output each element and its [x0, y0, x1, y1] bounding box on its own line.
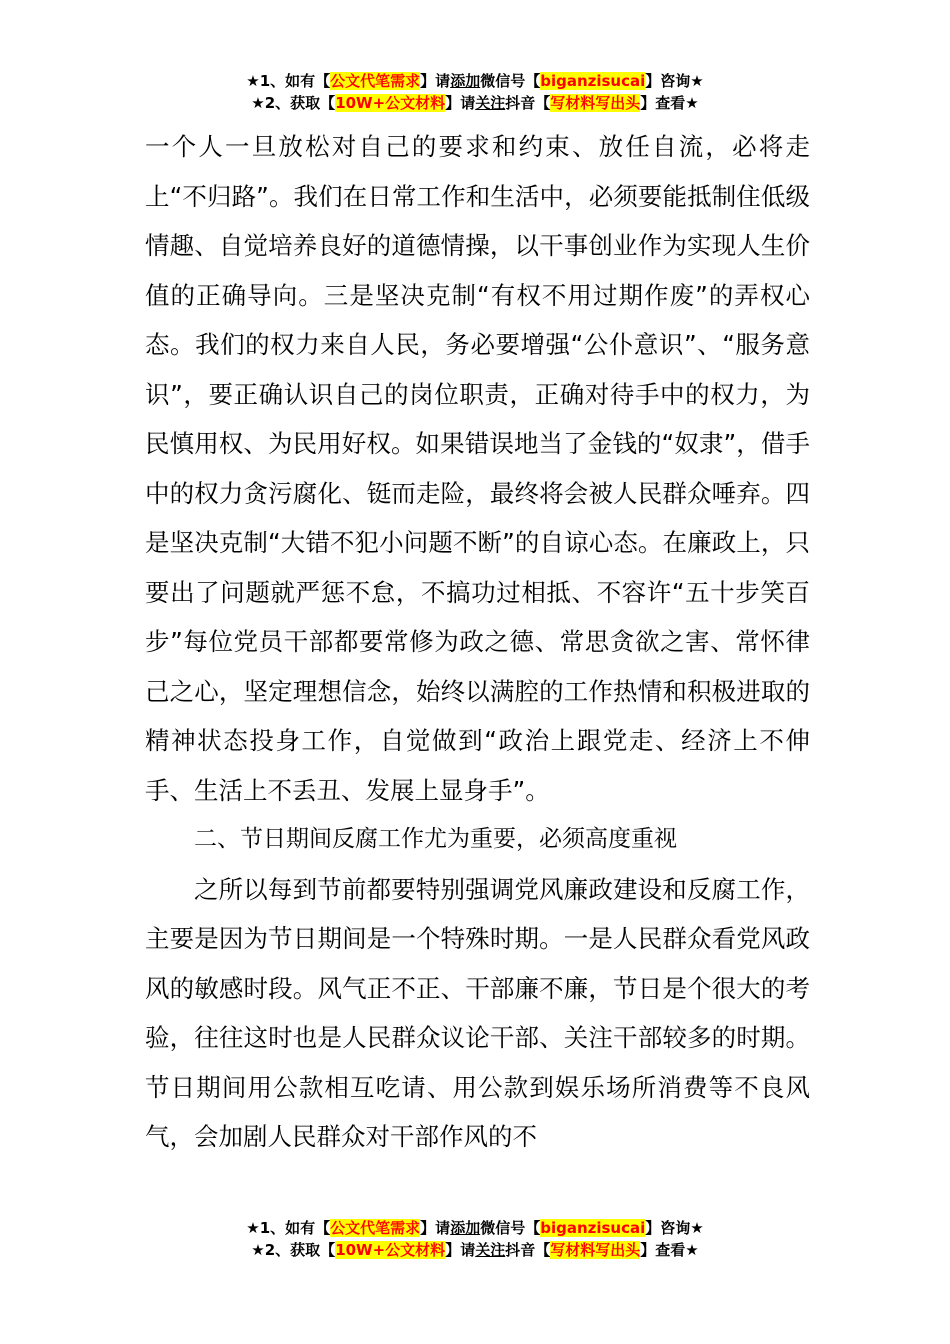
- banner-text: 】请: [420, 1219, 451, 1237]
- footer-banner: [0, 1217, 950, 1261]
- header-banner: [0, 70, 950, 114]
- banner-text: 】咨询★: [645, 72, 704, 90]
- banner-text: ★2、获取【: [251, 94, 336, 112]
- banner-line-2: [0, 92, 950, 114]
- banner-emphasis: 关注: [475, 94, 506, 112]
- banner-text: 】请: [445, 94, 476, 112]
- banner-text: 微信号【: [480, 72, 541, 90]
- banner-text: 抖音【: [505, 94, 551, 112]
- banner-emphasis: 添加: [450, 1219, 481, 1237]
- banner-text: 】查看★: [640, 94, 699, 112]
- banner-text: 】查看★: [640, 1241, 699, 1259]
- banner-line-1: [0, 1217, 950, 1239]
- banner-text: 】请: [445, 1241, 476, 1259]
- banner-highlight: 写材料写出头: [550, 94, 641, 112]
- banner-text: 微信号【: [480, 1219, 541, 1237]
- banner-highlight: 写材料写出头: [550, 1241, 641, 1259]
- banner-highlight: 10W+公文材料: [335, 1241, 446, 1259]
- banner-text: ★1、如有【: [246, 72, 331, 90]
- banner-text: ★1、如有【: [246, 1219, 331, 1237]
- banner-highlight: 公文代笔需求: [330, 1219, 421, 1237]
- body-paragraph: 之所以每到节前都要特别强调党风廉政建设和反腐工作，主要是因为节日期间是一个特殊时期。一是人民群众看党风政风的敏感时段。风气正不正、干部廉不廉，节日是个很大的考验，往往这时也是人民群众议论干部、关注干部较多的时期。节日期间用公款相互吃请、用公款到娱乐场所消费等不良风气，会加剧人民群众对干部作风的不: [145, 874, 810, 1151]
- banner-emphasis: 关注: [475, 1241, 506, 1259]
- banner-line-1: [0, 70, 950, 92]
- document-body: [145, 122, 810, 1162]
- banner-text: 】咨询★: [645, 1219, 704, 1237]
- banner-text: ★2、获取【: [251, 1241, 336, 1259]
- banner-emphasis: 添加: [450, 72, 481, 90]
- banner-highlight: 10W+公文材料: [335, 94, 446, 112]
- section-heading: 二、节日期间反腐工作尤为重要，必须高度重视: [194, 826, 677, 852]
- body-paragraph: 一个人一旦放松对自己的要求和约束、放任自流，必将走上“不归路”。我们在日常工作和生活中，必须要能抵制住低级情趣、自觉培养良好的道德情操，以干事创业作为实现人生价值的正确导向。三是坚决克制“有权不用过期作废”的弄权心态。我们的权力来自人民，务必要增强“公仆意识”、“服务意识”，要正确认识自己的岗位职责，正确对待手中的权力，为民慎用权、为民用好权。如果错误地当了金钱的“奴隶”，借手中的权力贪污腐化、铤而走险，最终将会被人民群众唾弃。四是坚决克制“大错不犯小问题不断”的自谅心态。在廉政上，只要出了问题就严惩不怠，不搞功过相抵、不容许“五十步笑百步”每位党员干部都要常修为政之德、常思贪欲之害、常怀律己之心，坚定理想信念，始终以满腔的工作热情和积极进取的精神状态投身工作，自觉做到“政治上跟党走、经济上不伸手、生活上不丢丑、发展上显身手”。: [145, 132, 810, 805]
- banner-text: 抖音【: [505, 1241, 551, 1259]
- banner-text: 】请: [420, 72, 451, 90]
- banner-highlight: biganzisucai: [540, 1219, 646, 1237]
- banner-highlight: 公文代笔需求: [330, 72, 421, 90]
- banner-highlight: biganzisucai: [540, 72, 646, 90]
- banner-line-2: [0, 1239, 950, 1261]
